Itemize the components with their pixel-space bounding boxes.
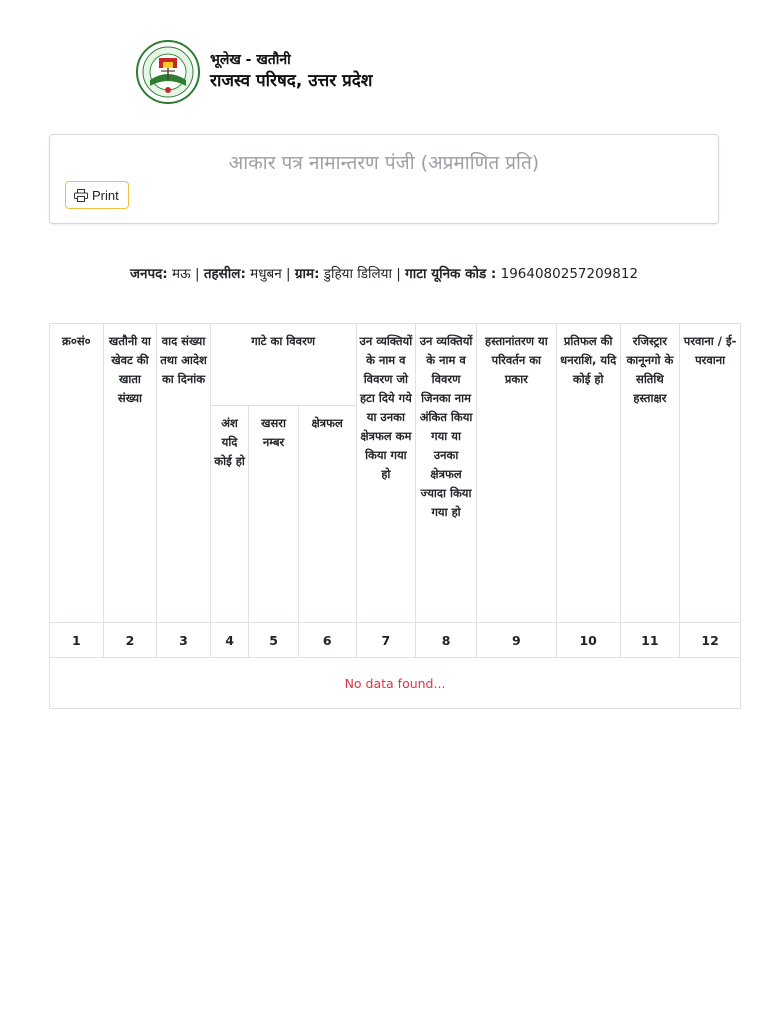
column-number: 10 xyxy=(556,623,620,658)
column-number: 2 xyxy=(103,623,157,658)
empty-row xyxy=(50,658,741,709)
header-removed-persons: उन व्यक्तियों के नाम व विवरण जो हटा दिये गये या उनका क्षेत्रफल कम किया गया हो xyxy=(356,324,416,623)
header-permit: परवाना / ई-परवाना xyxy=(680,324,741,623)
header-khasra-number: खसरा नम्बर xyxy=(249,406,299,623)
printer-icon xyxy=(74,189,88,202)
page-title: आकार पत्र नामान्तरण पंजी (अप्रमाणित प्रति) xyxy=(228,152,540,174)
column-number: 1 xyxy=(50,623,104,658)
unique-code-label: गाटा यूनिक कोड : xyxy=(405,266,497,282)
location-info xyxy=(0,264,768,282)
print-button-label: Print xyxy=(92,187,119,203)
column-number: 12 xyxy=(680,623,741,658)
column-number-row xyxy=(50,623,741,658)
title-card xyxy=(49,134,719,224)
header-serial: क्र०सं० xyxy=(50,324,104,623)
header-account-number: खतौनी या खेवट की खाता संख्या xyxy=(103,324,157,623)
column-number: 3 xyxy=(157,623,211,658)
register-table-container[interactable] xyxy=(49,323,737,713)
header-registrar-signature: रजिस्ट्रार कानूनगो के सतिथि हस्ताक्षर xyxy=(620,324,680,623)
brand-subtitle: भूलेख - खतौनी xyxy=(210,52,291,68)
site-header xyxy=(136,40,372,104)
revenue-board-logo-icon xyxy=(136,40,200,104)
column-number: 9 xyxy=(476,623,556,658)
unique-code-value: 1964080257209812 xyxy=(500,266,639,282)
district-value: मऊ xyxy=(171,266,191,282)
separator: | xyxy=(194,266,200,282)
column-number: 8 xyxy=(416,623,477,658)
no-data-message: No data found... xyxy=(50,658,741,709)
separator: | xyxy=(396,266,401,282)
tehsil-label: तहसील: xyxy=(203,266,246,282)
header-transfer-type: हस्तानांतरण या परिवर्तन का प्रकार xyxy=(476,324,556,623)
print-button[interactable] xyxy=(65,181,129,209)
header-consideration-amount: प्रतिफल की धनराशि, यदि कोई हो xyxy=(556,324,620,623)
header-share: अंश यदि कोई हो xyxy=(210,406,248,623)
header-area: क्षेत्रफल xyxy=(298,406,356,623)
header-plot-details: गाटे का विवरण xyxy=(210,324,356,406)
village-value: डुहिया डिलिया xyxy=(323,266,392,282)
column-number: 6 xyxy=(298,623,356,658)
header-added-persons: उन व्यक्तियों के नाम व विवरण जिनका नाम अंकित किया गया या उनका क्षेत्रफल ज्यादा किया गया हो xyxy=(416,324,477,623)
brand-title: राजस्व परिषद, उत्तर प्रदेश xyxy=(210,71,373,91)
header-case-number: वाद संख्या तथा आदेश का दिनांक xyxy=(157,324,211,623)
column-number: 11 xyxy=(620,623,680,658)
district-label: जनपद: xyxy=(129,266,168,282)
column-number: 4 xyxy=(210,623,248,658)
column-number: 5 xyxy=(249,623,299,658)
tehsil-value: मधुबन xyxy=(250,266,282,282)
column-number: 7 xyxy=(356,623,416,658)
separator: | xyxy=(286,266,291,282)
village-label: ग्राम: xyxy=(294,266,320,282)
register-table xyxy=(49,323,741,709)
